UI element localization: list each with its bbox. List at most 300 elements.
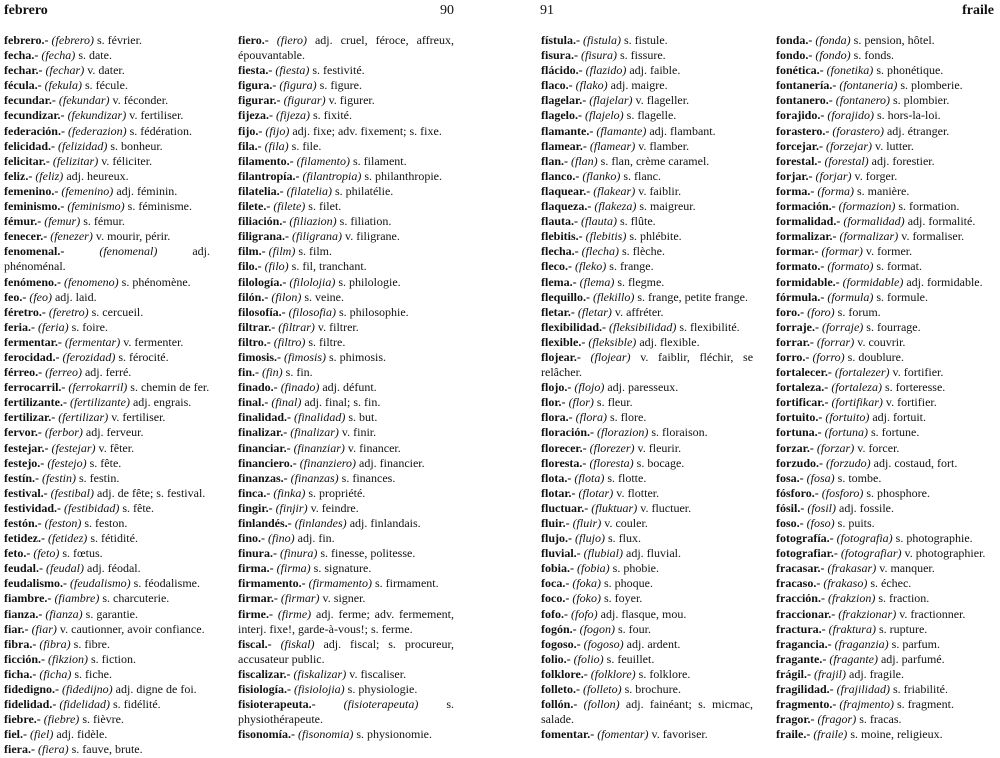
entry-pronunciation: (federazion) [67,123,127,138]
entry-definition: s. four. [618,621,651,636]
dictionary-entry [238,124,454,139]
entry-pronunciation: (feudalismo) [70,576,131,591]
entry-headword: fósforo.- [776,485,819,500]
entry-headword: fonda.- [776,33,813,47]
dictionary-entry [238,259,454,274]
entry-headword: fenecer.- [4,229,48,244]
entry-definition: s. filtre. [308,334,346,349]
entry-definition: s. hors-la-loi. [877,108,941,123]
entry-headword: fisonomía.- [238,727,295,742]
entry-pronunciation: (femenino) [61,183,114,198]
entry-pronunciation: (finura) [280,546,318,561]
entry-definition: v. finir. [341,425,377,440]
dictionary-entry [238,63,454,78]
entry-headword: firmar.- [238,591,278,606]
entry-headword: filosofía.- [238,304,286,319]
entry-pronunciation: (forzar) [816,440,855,455]
entry-definition: v. fiscaliser. [349,666,407,681]
entry-definition: s. moine, religieux. [850,727,943,742]
entry-pronunciation: (forzudo) [826,455,871,470]
entry-pronunciation: (florazion) [597,425,649,440]
dictionary-entry [541,48,753,63]
entry-pronunciation: (fragor) [817,712,857,727]
entry-pronunciation: (fila) [264,138,289,153]
entry-headword: fidedigno.- [4,682,60,697]
dictionary-entry [238,441,454,456]
entry-pronunciation: (fofo) [571,606,598,621]
entry-headword: foso.- [776,516,804,530]
entry-headword: fiera.- [4,742,35,757]
entry-headword: fidelidad.- [4,697,57,712]
entry-pronunciation: (fertilizar) [58,410,109,425]
entry-headword: feudal.- [4,561,43,576]
entry-pronunciation: (fraktura) [828,621,876,636]
dictionary-entry [4,591,210,606]
entry-pronunciation: (festibidad) [64,500,120,515]
entry-pronunciation: (flecha) [581,244,619,259]
entry-pronunciation: (firmamento) [308,576,372,591]
dictionary-entry [4,441,210,456]
entry-headword: formación.- [776,199,836,214]
entry-pronunciation: (fleko) [574,259,607,274]
dictionary-entry [776,637,994,652]
entry-definition: v. faiblir. [638,183,682,198]
entry-headword: fósil.- [776,500,805,515]
dictionary-entry [4,501,210,516]
entry-definition: adj. costaud, fort. [873,455,958,470]
entry-definition: s. féodalisme. [133,576,200,591]
entry-pronunciation: (feria) [37,319,69,334]
entry-headword: financiero.- [238,455,297,470]
entry-headword: floresta.- [541,455,587,470]
entry-headword: fracción.- [776,591,825,606]
entry-pronunciation: (fekundizar) [67,108,127,123]
entry-definition: s. fétidité. [90,531,138,546]
entry-headword: filo.- [238,259,262,274]
entry-headword: flanco.- [541,168,580,183]
entry-pronunciation: (formazion) [838,199,896,214]
entry-headword: formalizar.- [776,229,837,244]
entry-pronunciation: (flauta) [581,214,617,229]
dictionary-entry [541,320,753,335]
entry-pronunciation: (frakzion) [827,591,876,606]
entry-definition: adj. fortuit. [872,410,926,425]
dictionary-entry [776,607,994,622]
dictionary-entry [4,652,210,667]
entry-definition: s. physiothérapeute. [238,697,455,727]
entry-headword: fiambre.- [4,591,52,606]
entry-definition: v. couvrir. [857,334,906,349]
entry-headword: filigrana.- [238,229,289,244]
entry-definition: adj. finlandais. [349,516,421,530]
entry-headword: festejar.- [4,440,49,455]
entry-headword: flexibilidad.- [541,319,607,334]
entry-definition: s. fistule. [624,33,668,47]
entry-definition: v. filigrane. [345,229,400,244]
entry-headword: flujo.- [541,531,572,546]
entry-definition: s. fiction. [91,651,136,666]
entry-definition: s. flanc. [623,168,661,183]
dictionary-entry [238,516,454,531]
entry-pronunciation: (flajelo) [585,108,624,123]
dictionary-entry [541,486,753,501]
dictionary-entry [541,214,753,229]
entry-headword: feminismo.- [4,199,65,214]
entry-headword: fianza.- [4,606,43,621]
dictionary-entry [541,682,753,697]
dictionary-entry [776,124,994,139]
dictionary-entry [541,456,753,471]
dictionary-entry [238,244,454,259]
entry-headword: fosa.- [776,470,804,485]
entry-pronunciation: (folio) [573,651,604,666]
dictionary-entry [776,214,994,229]
entry-pronunciation: (filantropia) [302,168,362,183]
entry-definition: s. parfum. [891,636,940,651]
entry-headword: forro.- [776,349,810,364]
entry-pronunciation: (festin) [42,470,76,485]
dictionary-entry [776,697,994,712]
entry-headword: fragmento.- [776,697,837,712]
left-page-column-2 [238,33,454,742]
dictionary-entry [541,501,753,516]
dictionary-entry [541,78,753,93]
entry-definition: s. fonds. [853,48,895,63]
entry-definition: v. fleurir. [637,440,682,455]
dictionary-entry [238,108,454,123]
dictionary-entry [776,259,994,274]
dictionary-entry [776,561,994,576]
entry-headword: ferrocarril.- [4,380,66,395]
dictionary-entry [541,124,753,139]
entry-definition: v. formaliser. [901,229,965,244]
dictionary-entry [776,531,994,546]
entry-headword: formalidad.- [776,214,841,229]
entry-pronunciation: (fetidez) [47,531,88,546]
entry-pronunciation: (femur) [44,214,81,229]
entry-headword: fenómeno.- [4,274,61,289]
entry-definition: s. phimosis. [329,349,387,364]
entry-headword: fracasar.- [776,561,825,576]
dictionary-entry [4,667,210,682]
entry-headword: flema.- [541,274,577,289]
dictionary-entry [541,591,753,606]
entry-pronunciation: (flor) [568,395,594,410]
entry-headword: forajido.- [776,108,825,123]
entry-pronunciation: (flamante) [596,123,647,138]
entry-definition: adj. formidable. [906,274,983,289]
entry-headword: fragante.- [776,651,827,666]
dictionary-entry [4,712,210,727]
entry-definition: s. fragment. [896,697,954,712]
entry-definition: adj. fixe; adv. fixement; s. fixe. [292,123,442,138]
entry-headword: fervor.- [4,425,42,440]
entry-pronunciation: (fijeza) [275,108,310,123]
entry-pronunciation: (finlandes) [294,516,347,530]
entry-definition: v. figurer. [328,93,375,108]
entry-pronunciation: (florezer) [589,440,635,455]
entry-definition: adj. fidèle. [56,727,108,742]
entry-headword: forrar.- [776,334,814,349]
dictionary-entry [238,320,454,335]
entry-pronunciation: (ferozidad) [62,349,116,364]
entry-pronunciation: (flazido) [585,63,627,78]
entry-definition: s. feuillet. [606,651,655,666]
entry-pronunciation: (ferreo) [45,365,82,380]
entry-headword: fermentar.- [4,334,62,349]
entry-definition: adj. paresseux. [607,380,679,395]
entry-pronunciation: (finalidad) [294,410,346,425]
dictionary-entry [4,108,210,123]
entry-definition: adj. étranger. [886,123,950,138]
left-page-column-1 [4,33,210,758]
entry-pronunciation: (forro) [812,349,845,364]
dictionary-entry [541,229,753,244]
entry-pronunciation: (flekillo) [593,289,635,304]
dictionary-entry [4,546,210,561]
entry-headword: foco.- [541,591,570,606]
entry-pronunciation: (follon) [583,697,620,712]
dictionary-entry [238,410,454,425]
dictionary-entry [4,350,210,365]
entry-pronunciation: (flakear) [593,183,636,198]
entry-headword: folio.- [541,651,571,666]
entry-definition: s. but. [348,410,378,425]
entry-pronunciation: (fistula) [583,33,621,47]
entry-pronunciation: (finanziero) [299,455,356,470]
entry-definition: adj. phénoménal. [4,244,211,274]
dictionary-entry [238,486,454,501]
entry-pronunciation: (flakeza) [594,199,637,214]
dictionary-entry [238,471,454,486]
entry-pronunciation: (flanko) [582,168,621,183]
entry-headword: filantropía.- [238,168,300,183]
entry-headword: floración.- [541,425,594,440]
entry-pronunciation: (fidelidad) [59,697,110,712]
entry-pronunciation: (finalizar) [290,425,339,440]
dictionary-entry [776,275,994,290]
entry-headword: flagelo.- [541,108,582,123]
entry-definition: v. couler. [604,516,648,530]
entry-definition: s. formule. [876,289,928,304]
entry-pronunciation: (fletar) [577,304,612,319]
entry-definition: s. festivité. [312,63,365,78]
dictionary-entry [541,33,753,48]
entry-definition: s. féminisme. [127,199,192,214]
entry-pronunciation: (finado) [280,380,320,395]
dictionary-entry [776,229,994,244]
entry-definition: s. fauve, brute. [71,742,143,757]
dictionary-entry [541,335,753,350]
entry-headword: formar.- [776,244,819,259]
dictionary-entry [776,456,994,471]
entry-definition: v. mourir, périr. [95,229,171,244]
entry-headword: forzudo.- [776,455,823,470]
entry-headword: ficha.- [4,666,37,681]
entry-headword: fiesta.- [238,63,273,78]
dictionary-entry [4,516,210,531]
entry-headword: fragilidad.- [776,682,834,697]
dictionary-entry [4,576,210,591]
dictionary-entry [541,516,753,531]
entry-headword: formidable.- [776,274,840,289]
entry-definition: v. féliciter. [101,153,153,168]
entry-headword: filtrar.- [238,319,276,334]
entry-definition: s. foyer. [603,591,643,606]
entry-headword: filete.- [238,199,271,214]
entry-headword: folleto.- [541,682,580,697]
dictionary-entry [238,425,454,440]
entry-headword: flojear.- [541,349,581,364]
dictionary-entry [238,214,454,229]
entry-headword: fotografiar.- [776,546,838,561]
entry-pronunciation: (fortifikar) [831,395,883,410]
dictionary-entry [776,154,994,169]
dictionary-entry [4,410,210,425]
entry-definition: s. philosophie. [339,304,409,319]
entry-pronunciation: (formalizar) [839,229,899,244]
entry-pronunciation: (flako) [575,78,608,93]
entry-headword: fontanería.- [776,78,837,93]
entry-headword: flauta.- [541,214,578,229]
dictionary-entry [4,124,210,139]
entry-definition: s. philanthropie. [364,168,442,183]
entry-pronunciation: (fijo) [265,123,290,138]
dictionary-entry [4,93,210,108]
entry-headword: fondo.- [776,48,813,63]
entry-headword: fijeza.- [238,108,273,123]
entry-headword: fortuito.- [776,410,823,425]
entry-definition: adj. digne de foi. [115,682,197,697]
entry-pronunciation: (fimosis) [284,349,326,364]
dictionary-entry [238,350,454,365]
entry-headword: fiebre.- [4,712,41,727]
entry-pronunciation: (flojear) [590,349,631,364]
entry-definition: adj. financier. [359,455,425,470]
entry-headword: forcejar.- [776,138,823,153]
entry-pronunciation: (festejo) [47,455,87,470]
entry-pronunciation: (fontaneria) [839,78,898,93]
entry-pronunciation: (forma) [817,183,854,198]
entry-pronunciation: (filigrana) [292,229,342,244]
entry-pronunciation: (fisiolojia) [294,682,345,697]
dictionary-entry [238,335,454,350]
entry-definition: s. fidélité. [113,697,161,712]
dictionary-entry [776,184,994,199]
entry-pronunciation: (ferrokarril) [68,380,128,395]
dictionary-entry [238,637,454,667]
entry-pronunciation: (fisura) [581,48,617,63]
entry-headword: flor.- [541,395,566,410]
entry-definition: s. phonétique. [876,63,944,78]
entry-headword: forjar.- [776,168,813,183]
entry-definition: v. fluctuer. [640,500,692,515]
dictionary-entry [776,199,994,214]
entry-headword: flamante.- [541,123,594,138]
dictionary-entry [776,244,994,259]
dictionary-entry [776,350,994,365]
entry-definition: adj. défunt. [322,380,377,395]
entry-pronunciation: (flebitis) [585,229,627,244]
entry-pronunciation: (fraile) [813,727,848,742]
entry-definition: s. fleur. [596,395,633,410]
dictionary-entry [4,425,210,440]
entry-headword: felicidad.- [4,138,55,153]
dictionary-entry [541,531,753,546]
entry-definition: s. forum. [837,304,881,319]
entry-definition: v. fortifier. [885,395,937,410]
entry-definition: adj. laid. [54,289,97,304]
entry-definition: s. doublure. [847,349,904,364]
entry-definition: s. plombier. [893,93,950,108]
dictionary-entry [4,456,210,471]
entry-headword: fletar.- [541,304,575,319]
dictionary-entry [776,410,994,425]
entry-pronunciation: (finanzas) [290,470,339,485]
entry-pronunciation: (fleksibilidad) [609,319,677,334]
entry-headword: finalizar.- [238,425,288,440]
dictionary-entry [776,63,994,78]
dictionary-entry [541,380,753,395]
entry-pronunciation: (ferbor) [44,425,83,440]
entry-headword: flora.- [541,410,573,425]
dictionary-entry [541,395,753,410]
dictionary-entry [541,199,753,214]
dictionary-entry [776,305,994,320]
dictionary-entry [541,305,753,320]
entry-headword: flecha.- [541,244,579,259]
entry-pronunciation: (frakasar) [827,561,877,576]
entry-definition: s. frange. [609,259,654,274]
entry-definition: v. fractionner. [899,606,966,621]
entry-definition: s. fourrage. [866,319,921,334]
entry-headword: firme.- [238,606,273,621]
entry-headword: fluvial.- [541,546,581,561]
entry-definition: v. flamber. [638,138,690,153]
entry-pronunciation: (fobia) [577,561,610,576]
entry-pronunciation: (fiebre) [43,712,80,727]
entry-pronunciation: (fluir) [572,516,602,530]
dictionary-entry [238,154,454,169]
entry-pronunciation: (fiar) [31,621,57,636]
entry-definition: adj. fossile. [839,500,895,515]
entry-pronunciation: (forraje) [821,319,864,334]
entry-pronunciation: (film) [268,244,296,259]
entry-headword: figurar.- [238,93,281,108]
entry-definition: s. filiation. [339,214,392,229]
entry-definition: v. dater. [87,63,125,78]
dictionary-entry [238,78,454,93]
entry-definition: v. fermenter. [123,334,184,349]
right-page-header [500,3,1000,23]
entry-pronunciation: (fosil) [807,500,837,515]
dictionary-entry [238,290,454,305]
dictionary-entry [238,531,454,546]
entry-definition: adj. fiscal; s. procureur, accusateur public. [238,636,454,666]
entry-definition: s. format. [876,259,922,274]
entry-headword: fortalecer.- [776,365,832,380]
dictionary-entry [238,682,454,697]
dictionary-entry [776,441,994,456]
entry-pronunciation: (fotografia) [836,531,893,546]
entry-definition: v. affréter. [614,304,664,319]
entry-headword: fomentar.- [541,727,595,742]
entry-headword: foro.- [776,304,805,319]
entry-pronunciation: (festibal) [50,485,94,500]
entry-definition: v. favoriser. [651,727,708,742]
entry-headword: fluctuar.- [541,500,589,515]
entry-pronunciation: (fidedijno) [62,682,113,697]
